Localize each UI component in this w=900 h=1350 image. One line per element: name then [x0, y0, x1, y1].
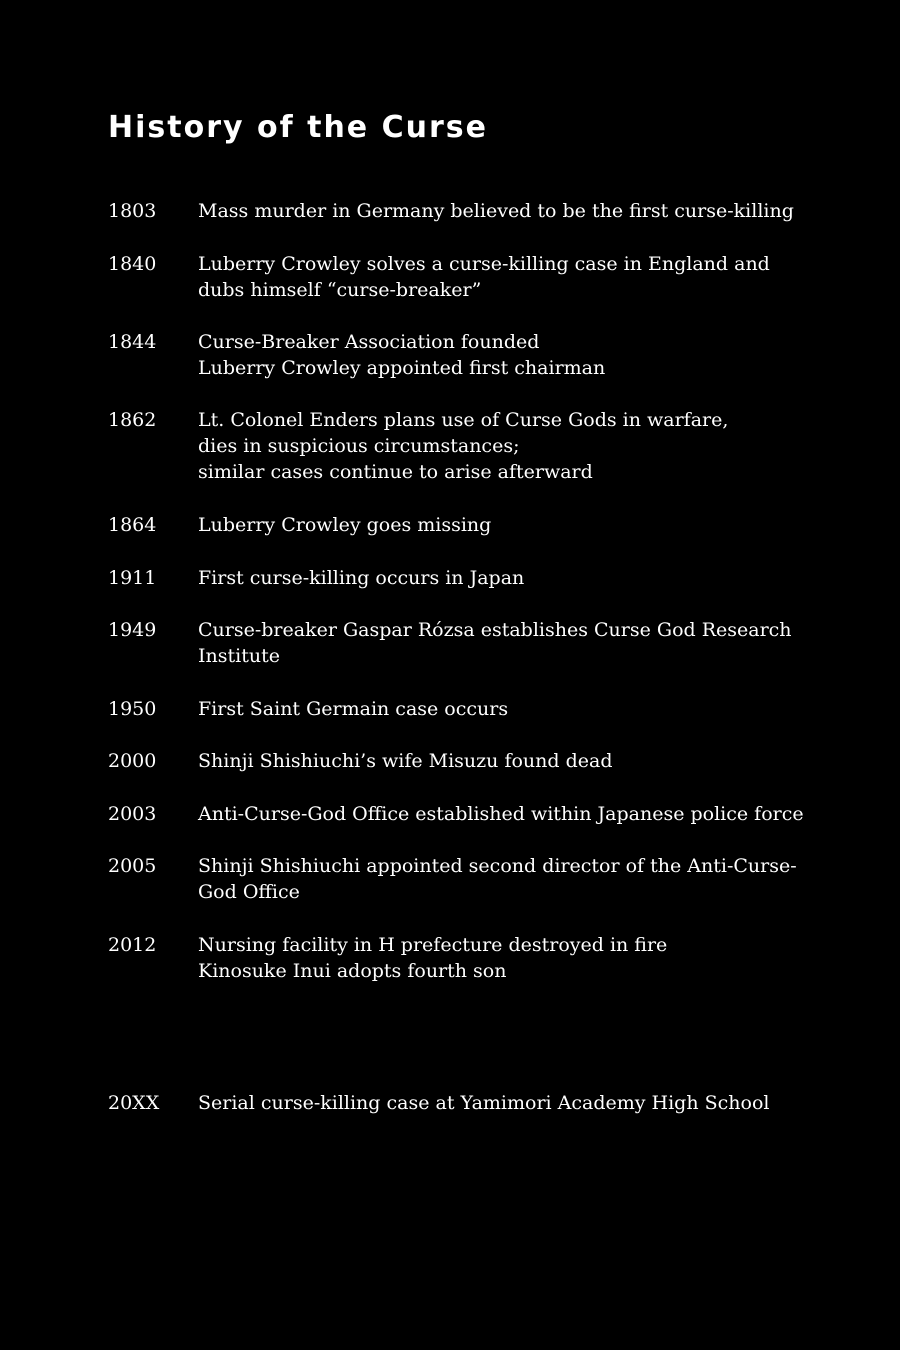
entry-year: 1864 [108, 514, 157, 536]
timeline-entry [108, 801, 808, 827]
entry-line: Luberry Crowley appointed first chairman [198, 357, 606, 379]
timeline-entry [108, 198, 808, 224]
page-title: History of the Curse [108, 110, 488, 145]
entry-description [198, 748, 808, 774]
timeline-entry [108, 853, 808, 905]
timeline-entry [108, 748, 808, 774]
timeline-entry [108, 617, 808, 669]
entry-description [198, 853, 808, 905]
entry-year: 20XX [108, 1092, 160, 1114]
entry-description [198, 801, 808, 827]
timeline-entry [108, 565, 808, 591]
entry-line: Mass murder in Germany believed to be the first curse-killing [198, 200, 794, 222]
entry-line: Institute [198, 645, 280, 667]
entry-line: Luberry Crowley goes missing [198, 514, 492, 536]
timeline-entry [108, 932, 808, 984]
entry-year: 2012 [108, 934, 157, 956]
entry-line: dubs himself “curse-breaker” [198, 279, 482, 301]
entry-line: Luberry Crowley solves a curse-killing case in England and [198, 253, 770, 275]
entry-line: Serial curse-killing case at Yamimori Academy High School [198, 1092, 770, 1114]
entry-line: Anti-Curse-God Office established within Japanese police force [198, 803, 804, 825]
entry-line: Shinji Shishiuchi appointed second director of the Anti-Curse- [198, 855, 797, 877]
entry-description [198, 1090, 808, 1116]
entry-line: God Office [198, 881, 300, 903]
entry-line: similar cases continue to arise afterward [198, 461, 593, 483]
entry-description [198, 696, 808, 722]
entry-line: Curse-breaker Gaspar Rózsa establishes Curse God Research [198, 619, 792, 641]
entry-description [198, 329, 808, 381]
entry-year: 2000 [108, 750, 157, 772]
entry-line: dies in suspicious circumstances; [198, 435, 520, 457]
entry-year: 2005 [108, 855, 157, 877]
timeline-entry [108, 407, 808, 485]
entry-line: Curse-Breaker Association founded [198, 331, 540, 353]
entry-description [198, 932, 808, 984]
entry-line: Kinosuke Inui adopts fourth son [198, 960, 507, 982]
entry-description [198, 512, 808, 538]
entry-year: 1949 [108, 619, 157, 641]
entry-description [198, 565, 808, 591]
entry-line: First curse-killing occurs in Japan [198, 567, 525, 589]
timeline-entry [108, 512, 808, 538]
timeline-entry [108, 696, 808, 722]
entry-line: First Saint Germain case occurs [198, 698, 509, 720]
entry-description [198, 407, 808, 485]
entry-year: 1950 [108, 698, 157, 720]
entry-description [198, 198, 808, 224]
entry-year: 1803 [108, 200, 157, 222]
entry-description [198, 251, 808, 303]
entry-description [198, 617, 808, 669]
timeline-entry [108, 251, 808, 303]
entry-year: 1911 [108, 567, 157, 589]
entry-year: 1862 [108, 409, 157, 431]
entry-line: Shinji Shishiuchi’s wife Misuzu found dead [198, 750, 613, 772]
timeline-entry [108, 329, 808, 381]
timeline-entry [108, 1090, 808, 1116]
entry-year: 1840 [108, 253, 157, 275]
entry-year: 1844 [108, 331, 157, 353]
entry-year: 2003 [108, 803, 157, 825]
entry-line: Nursing facility in H prefecture destroyed in fire [198, 934, 668, 956]
entry-line: Lt. Colonel Enders plans use of Curse Gods in warfare, [198, 409, 729, 431]
